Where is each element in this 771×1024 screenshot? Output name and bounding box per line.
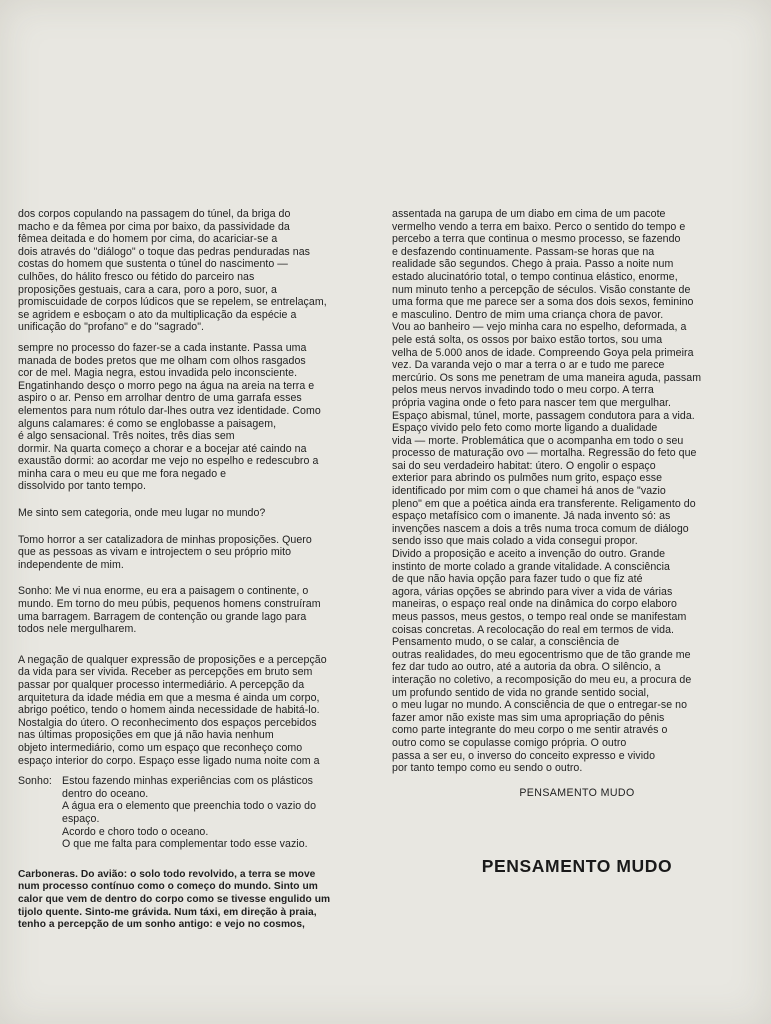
right-text-column <box>392 208 762 799</box>
sonho-block <box>18 775 384 851</box>
paragraph-corpos: dos corpos copulando na passagem do túnel, da briga do macho e da fêmea por cima por baixo, da passividade da fêmea deitada e do homem por cima, do acariciar-se a dois através do "diálogo" o toque das pedras penduradas nas costas do homem que sustenta o túnel do nascimento — culhões, do hálito fresco ou fétido do parceiro nas proposições gestuais, cara a cara, poro a poro, suor, a promiscuidade de corpos lúdicos que se repelem, se entrelaçam, se agridem e esboçam o ato da multiplicação da espécie a unificação do "profano" e do "sagrado". <box>18 208 327 334</box>
left-text-column <box>18 208 384 932</box>
paragraph-diabo: assentada na garupa de um diabo em cima de um pacote vermelho vendo a terra em baixo. Perco o sentido do tempo e percebo a terra que continua o mesmo processo, se fazendo e desfazendo continuamente. Passam-se horas que na realidade são segundos. Chego à praia. Passo a noite num estado alucinatório total, o tempo continua elástico, enorme, num minuto tenho a percepção de séculos. Visão constante de uma forma que me parece ser a soma dos dois sexos, feminino e masculino. Dentro de mim uma criança chora de pavor. Vou ao banheiro — vejo minha cara no espelho, deformada, a pele está solta, os ossos por baixo estão tortos, sou uma velha de 5.000 anos de idade. Compreendo Goya pela primeira vez. Da varanda vejo o mar a terra o ar e tudo me parece mercúrio. Os sons me penetram de uma maneira aguda, passam pelos meus nervos invadindo todo o meu corpo. A terra própria vagina onde o feto para nascer tem que mergulhar. Espaço abismal, túnel, morte, passagem condutora para a vida. Espaço vivido pelo feto como morte ligando a dualidade vida — morte. Problemática que o acompanha em todo o seu processo de maturação ovo — mortalha. Regressão do feto que sai do seu verdadeiro habitat: útero. O engolir o espaço exterior para abrindo os pulmões num grito, espaço esse identificado por mim com o que chamei há anos de "vazio pleno" em que a poética ainda era transferente. Religamento do espaço metafísico com o imanente. Já nada invento só: as invenções nascem a dois a três numa troca comum de diálogo sendo isso que mais colado a vida consegui propor. Divido a proposição e aceito a invenção do outro. Grande instinto de morte colado a grande vitalidade. A consciência de que não havia opção para fazer tudo o que fiz até agora, várias opções se abrindo para viver a vida de várias maneiras, o espaço real onde na dinâmica do corpo elaboro meus passos, meus gestos, o tempo real onde se manifestam coisas concretas. A recolocação do real em termos de vida. Pensamento mudo, o se calar, a consciência de outras realidades, do meu egocentrismo que de tão grande me fez dar tudo ao outro, até a autoria da obra. O silêncio, a interação no coletivo, a recomposição do meu eu, a procura de um profundo sentido de vida no grande sentido social, o meu lugar no mundo. A consciência de que o entregar-se no fazer amor não existe mas sim uma apropriação do pênis como parte integrante do meu corpo o me sentir através o outro como se copulasse comigo própria. O outro passa a ser eu, o inverso do conceito expresso e vivido por tanto tempo como eu sendo o outro. <box>392 208 702 775</box>
paragraph-processo: sempre no processo do fazer-se a cada instante. Passa uma manada de bodes pretos que me olham com olhos rasgados cor de mel. Magia negra, estou invadida pelo inconsciente. Engatinhando desço o morro pego na água na areia na terra e aspiro o ar. Penso em arrolhar dentro de uma garrafa esses elementos para num rótulo dar-lhes outra vez identidade. Como alguns calamares: é como se englobasse a paisagem, é algo sensacional. Três noites, três dias sem dormir. Na quarta começo a chorar e a bocejar até caindo na exaustão dormi: ao acordar me vejo no espelho e redescubro a minha cara o meu eu que me fora negado e dissolvido por tanto tempo. <box>18 341 321 493</box>
paragraph-categoria: Me sinto sem categoria, onde meu lugar no mundo? <box>18 507 266 520</box>
paragraph-negacao: A negação de qualquer expressão de proposições e a percepção da vida para ser vivida. Receber as percepções em bruto sem passar por qualquer processo intermediário. A percepção da arquitetura da idade média em que a mesma é ainda um corpo, abrigo poético, tendo o homem ainda necessidade de habitá-lo. Nostalgia do útero. O reconhecimento dos espaços percebidos nas últimas proposições em que já não havia nenhum objeto intermediário, como um espaço que reconheço como espaço interior do corpo. Espaço esse ligado numa noite com a <box>18 653 327 767</box>
sonho-label: Sonho: <box>18 775 52 788</box>
sonho-lines: Estou fazendo minhas experiências com os plásticos dentro do oceano. A água era o elemento que preenchia todo o vazio do espaço. Acordo e choro todo o oceano. O que me falta para complementar todo esse vazio. <box>62 775 317 851</box>
paragraph-sonho-nua: Sonho: Me vi nua enorme, eu era a paisagem o continente, o mundo. Em torno do meu púbis, pequenos homens construíram uma barragem. Barragem de contenção ou grande lago para todos nele mergulharem. <box>18 585 321 636</box>
signature-line: PENSAMENTO MUDO <box>519 786 635 799</box>
paragraph-carboneras: Carboneras. Do avião: o solo todo revolvido, a terra se move num processo contínuo como o começo do mundo. Sinto um calor que vem de dentro do corpo como se tivesse engulido um tijolo quente. Sinto-me grávida. Num táxi, em direção à praia, tenho a percepção de um sonho antigo: e vejo no cosmos, <box>18 868 331 931</box>
paragraph-horror: Tomo horror a ser catalizadora de minhas proposições. Quero que as pessoas as vivam e introjectem o seu próprio mito independente de mim. <box>18 533 312 571</box>
page-title: PENSAMENTO MUDO <box>481 856 673 876</box>
